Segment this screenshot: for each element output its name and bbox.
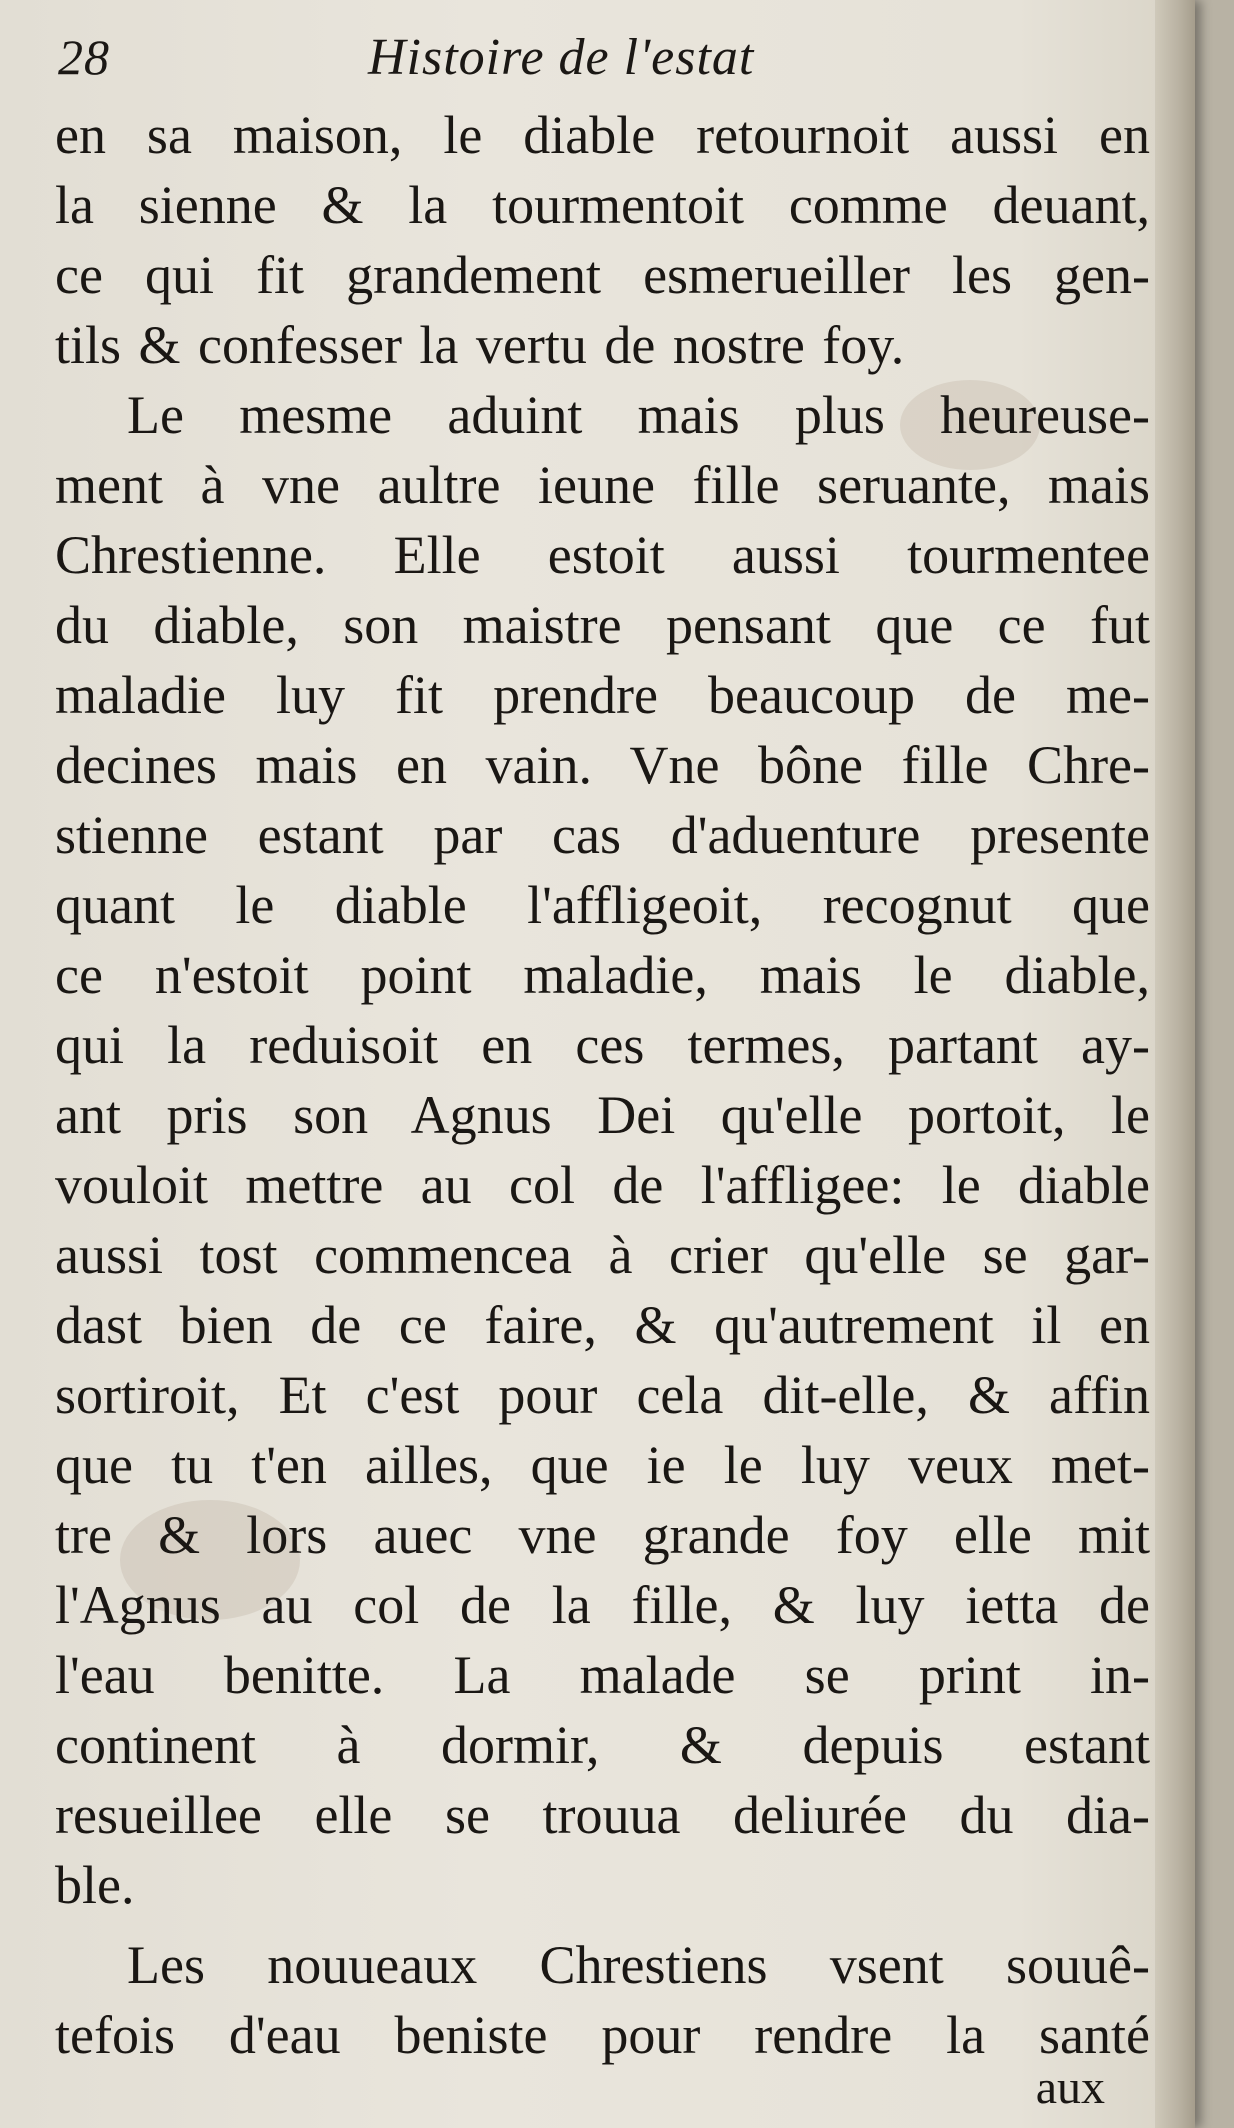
text-line: quant le diable l'affligeoit, recognut que — [55, 875, 1150, 935]
text-line: la sienne & la tourmentoit comme deuant, — [55, 175, 1150, 235]
text-line: resueillee elle se trouua deliurée du dia- — [55, 1785, 1150, 1845]
text-line: Chrestienne. Elle estoit aussi tourmentee — [55, 525, 1150, 585]
catchword: aux — [1035, 2061, 1105, 2114]
text-line: sortiroit, Et c'est pour cela dit-elle, & affin — [55, 1365, 1150, 1425]
text-line: continent à dormir, & depuis estant — [55, 1715, 1150, 1775]
text-line: l'eau benitte. La malade se print in- — [55, 1645, 1150, 1705]
text-line: dast bien de ce faire, & qu'autrement il en — [55, 1295, 1150, 1355]
page-edge — [1155, 0, 1195, 2128]
text-line: vouloit mettre au col de l'affligee: le diable — [55, 1155, 1150, 1215]
text-line: ment à vne aultre ieune fille seruante, mais — [55, 455, 1150, 515]
text-line: du diable, son maistre pensant que ce fut — [55, 595, 1150, 655]
text-line: qui la reduisoit en ces termes, partant ay- — [55, 1015, 1150, 1075]
text-line: decines mais en vain. Vne bône fille Chre- — [55, 735, 1150, 795]
text-line: tils & confesser la vertu de nostre foy. — [55, 315, 905, 375]
text-line: l'Agnus au col de la fille, & luy ietta de — [55, 1575, 1150, 1635]
body-text — [55, 100, 1150, 2070]
text-line: tre & lors auec vne grande foy elle mit — [55, 1505, 1150, 1565]
text-line: ble. — [55, 1855, 135, 1915]
running-title: Histoire de l'estat — [368, 29, 755, 86]
text-line: aussi tost commencea à crier qu'elle se gar- — [55, 1225, 1150, 1285]
page-number: 28 — [58, 29, 110, 85]
paragraph-gap — [55, 1920, 1150, 1930]
text-line: ce qui fit grandement esmerueiller les gen- — [55, 245, 1150, 305]
text-line: Le mesme aduint mais plus heureuse- — [127, 385, 1150, 445]
text-line: stienne estant par cas d'aduenture presente — [55, 805, 1150, 865]
text-line: ce n'estoit point maladie, mais le diable, — [55, 945, 1150, 1005]
text-line: ant pris son Agnus Dei qu'elle portoit, le — [55, 1085, 1150, 1145]
text-line: en sa maison, le diable retournoit aussi en — [55, 105, 1150, 165]
page-header — [58, 28, 1128, 98]
text-line: maladie luy fit prendre beaucoup de me- — [55, 665, 1150, 725]
text-line: Les nouueaux Chrestiens vsent souuê- — [127, 1935, 1150, 1995]
text-line: tefois d'eau beniste pour rendre la santé — [55, 2005, 1150, 2065]
text-line: que tu t'en ailles, que ie le luy veux met- — [55, 1435, 1150, 1495]
